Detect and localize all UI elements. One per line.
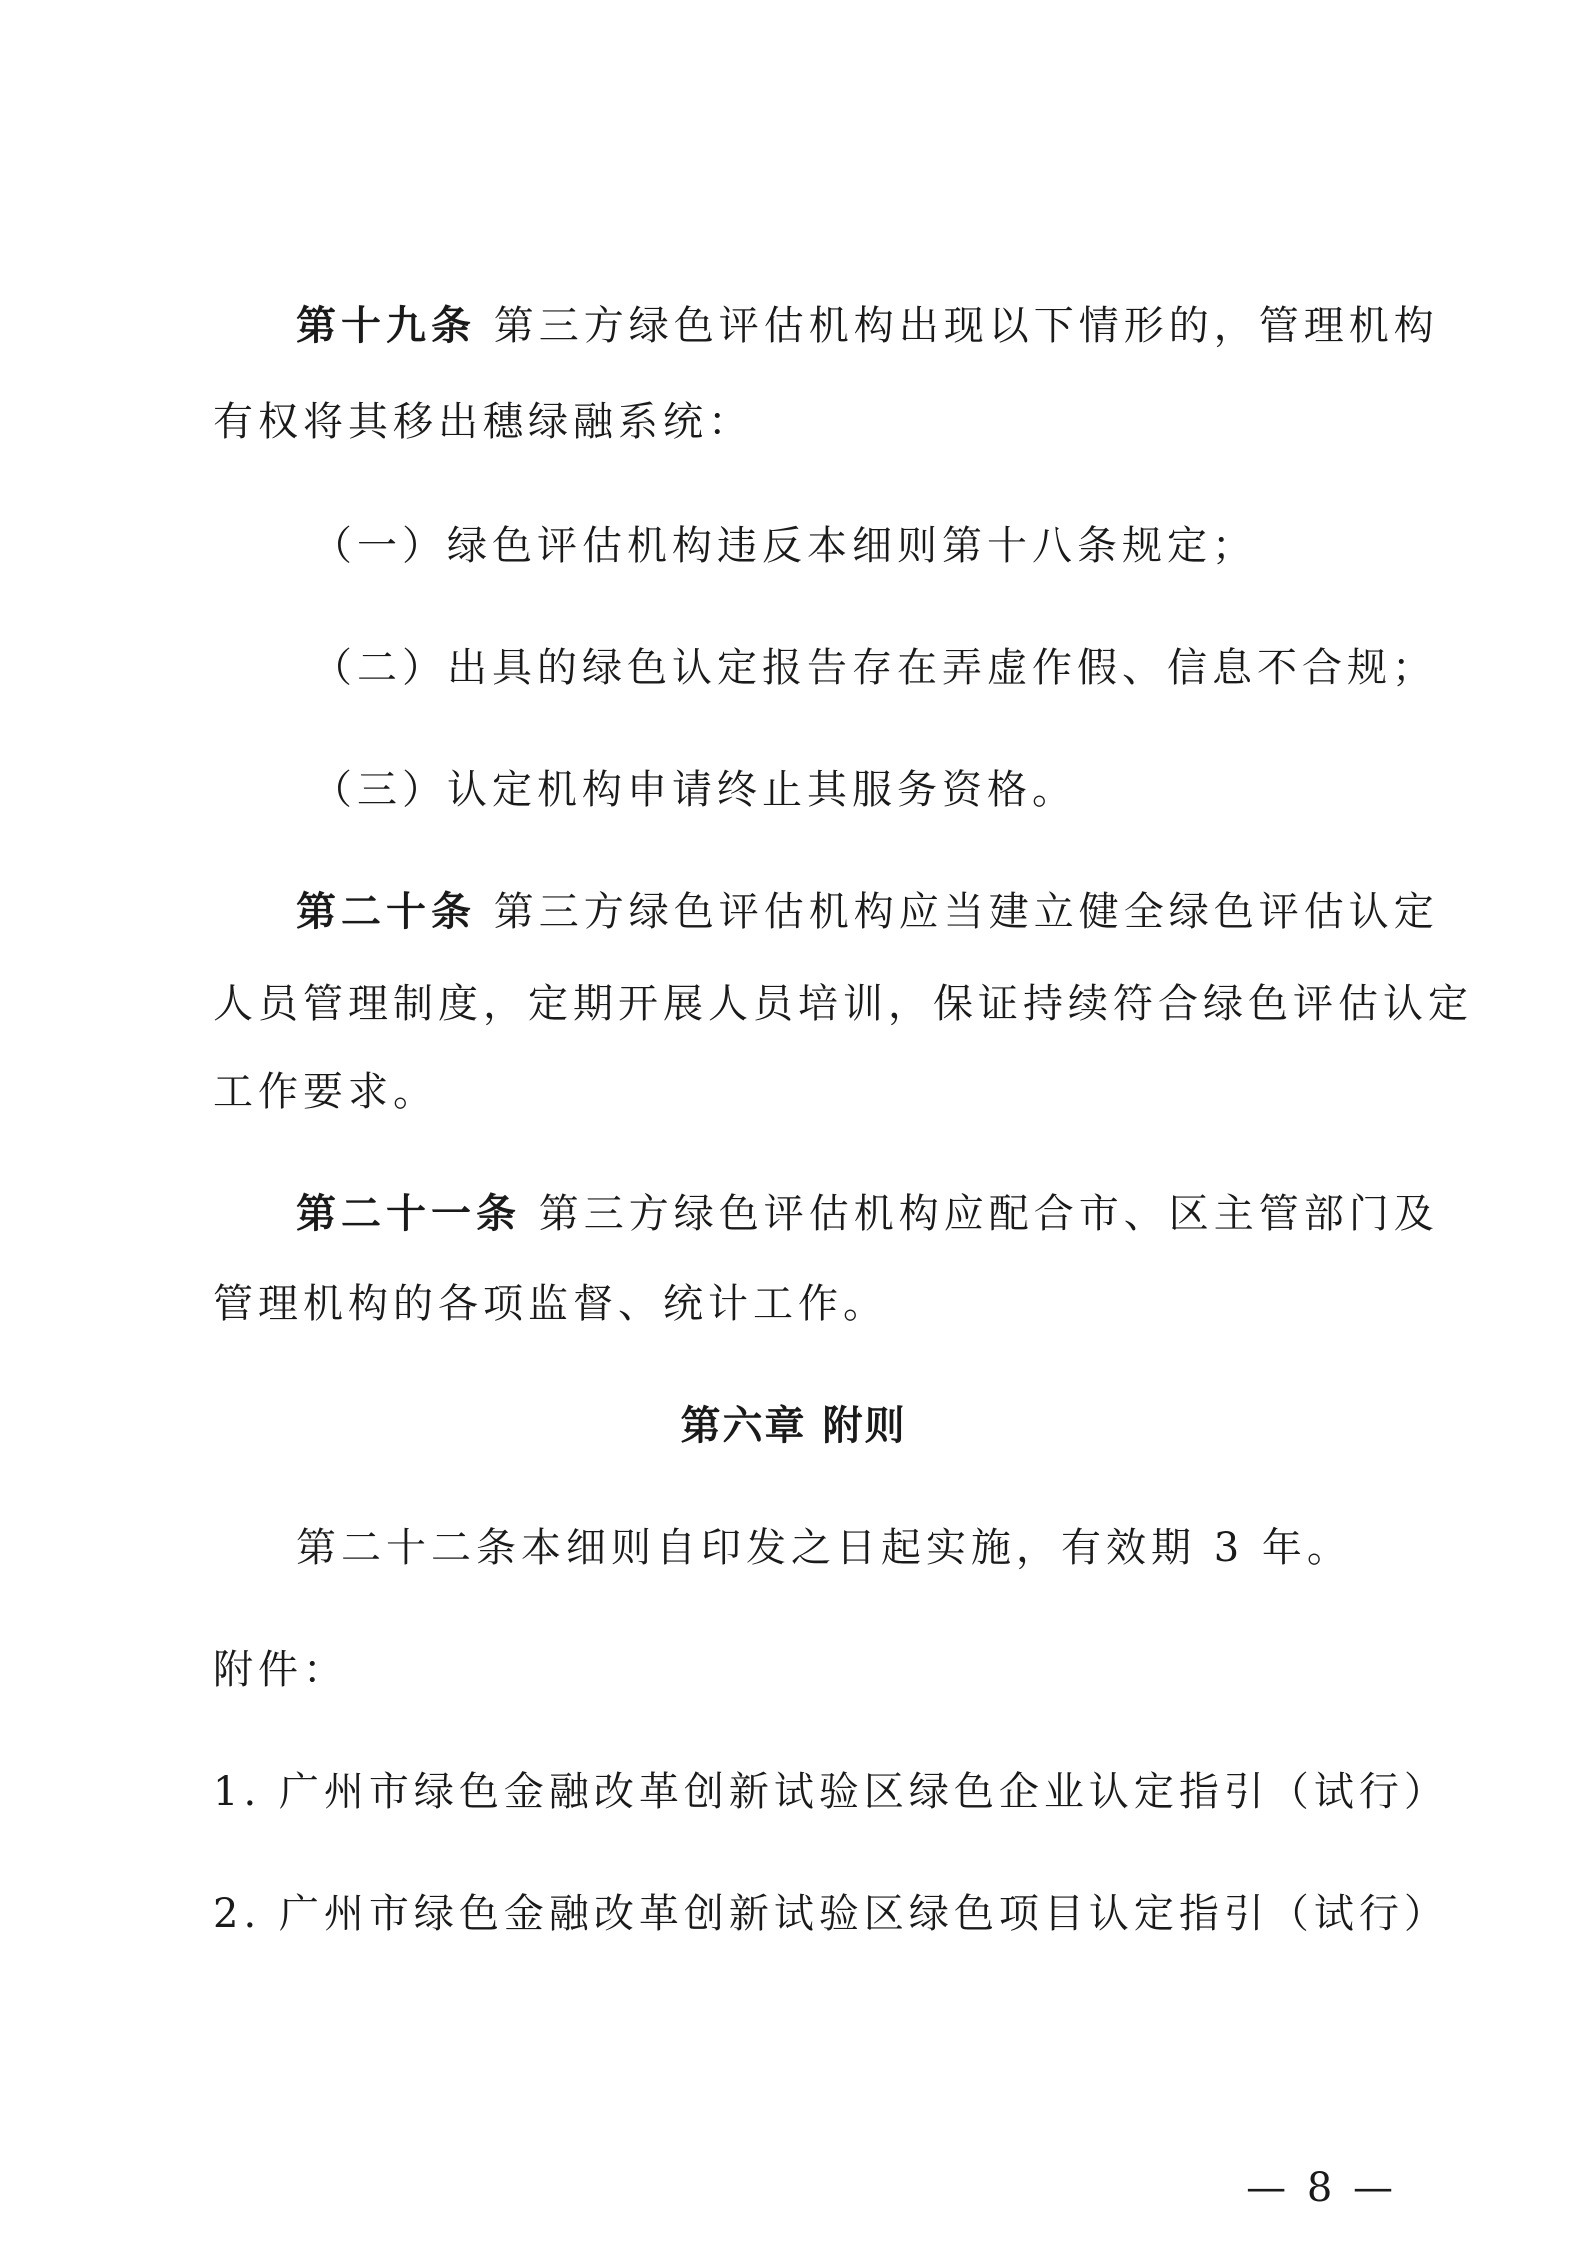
- article-20-label: 第二十条: [296, 888, 476, 935]
- attachment-item-1: 1. 广州市绿色金融改革创新试验区绿色企业认定指引（试行）: [213, 1769, 1449, 1815]
- article-20-line-1: [296, 884, 1439, 940]
- article-19-line-2: 有权将其移出穗绿融系统：: [213, 399, 753, 445]
- article-20-text: 第三方绿色评估机构应当建立健全绿色评估认定: [476, 889, 1439, 935]
- article-19-text: 第三方绿色评估机构出现以下情形的，管理机构: [476, 303, 1439, 349]
- attachments-label: 附件：: [213, 1647, 348, 1693]
- page-number: — 8 —: [1246, 2165, 1397, 2211]
- attachment-item-2: 2. 广州市绿色金融改革创新试验区绿色项目认定指引（试行）: [213, 1891, 1449, 1937]
- article-22: 第二十二条本细则自印发之日起实施，有效期 3 年。: [296, 1525, 1352, 1571]
- article-21-line-2: 管理机构的各项监督、统计工作。: [213, 1281, 888, 1327]
- article-20-line-2: 人员管理制度，定期开展人员培训，保证持续符合绿色评估认定: [213, 981, 1473, 1027]
- article-19-label: 第十九条: [296, 302, 476, 349]
- article-19-line-1: [296, 298, 1439, 354]
- article-21-label: 第二十一条: [296, 1190, 521, 1237]
- article-21-line-1: [296, 1186, 1439, 1242]
- article-19-item-1: （一）绿色评估机构违反本细则第十八条规定；: [312, 523, 1257, 569]
- article-20-line-3: 工作要求。: [213, 1069, 438, 1115]
- article-19-item-2: （二）出具的绿色认定报告存在弄虚作假、信息不合规；: [312, 645, 1437, 691]
- article-19-item-3: （三）认定机构申请终止其服务资格。: [312, 767, 1077, 813]
- article-21-text: 第三方绿色评估机构应配合市、区主管部门及: [521, 1191, 1439, 1237]
- chapter-6-heading: 第六章 附则: [680, 1403, 907, 1449]
